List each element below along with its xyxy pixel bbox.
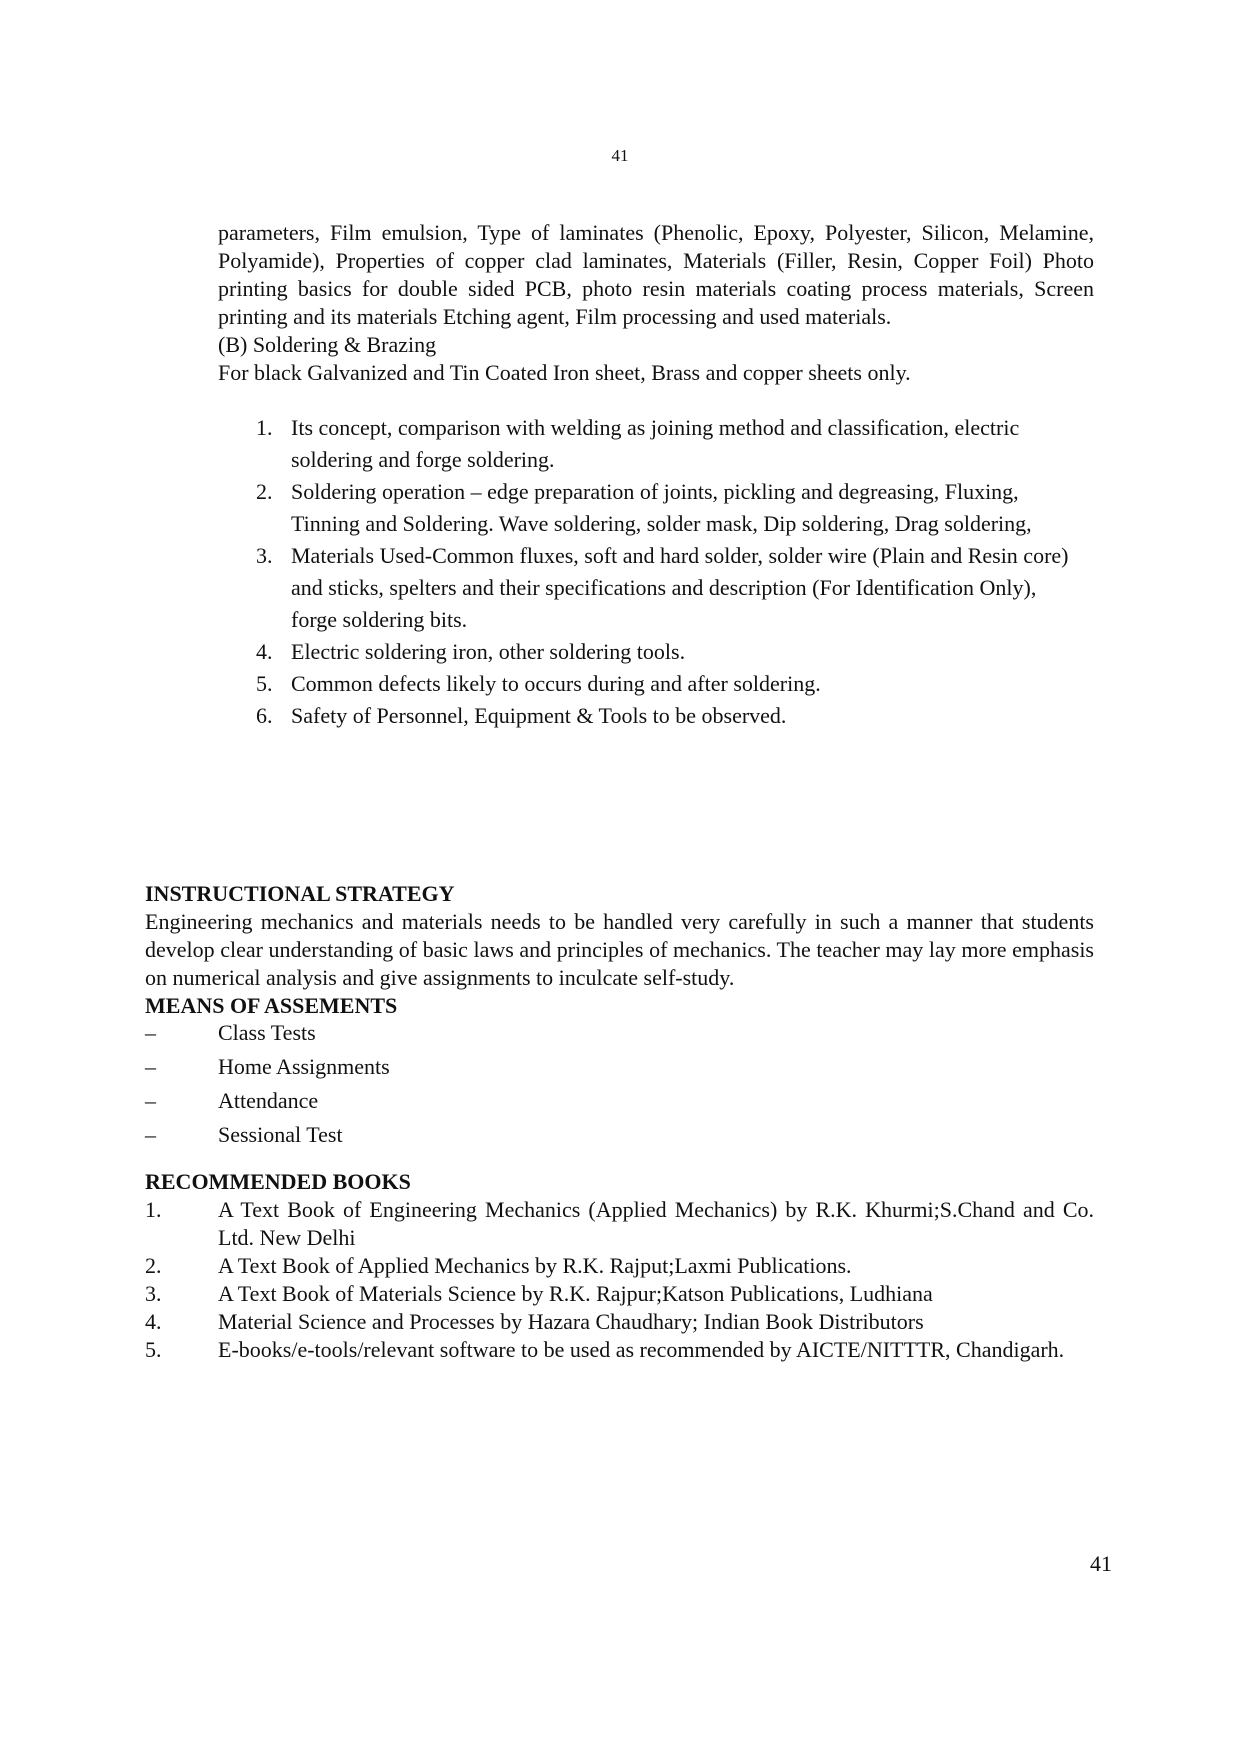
- list-text: Common defects likely to occurs during and after soldering.: [291, 671, 821, 696]
- list-text: A Text Book of Applied Mechanics by R.K. Rajput;Laxmi Publications.: [218, 1253, 852, 1278]
- list-number: 6.: [256, 703, 273, 728]
- soldering-topics-list: [256, 412, 1076, 732]
- list-item: [145, 1280, 1094, 1308]
- list-text: A Text Book of Engineering Mechanics (Applied Mechanics) by R.K. Khurmi;S.Chand and Co. Ltd. New Delhi: [218, 1197, 1094, 1250]
- list-text: Home Assignments: [218, 1054, 390, 1079]
- intro-paragraph: parameters, Film emulsion, Type of laminates (Phenolic, Epoxy, Polyester, Silicon, Melamine, Polyamide), Properties of copper clad laminates, Materials (Filler, Resin, Copper Foil) Photo printing basics for double sided PCB, photo resin materials coating process materials, Screen printing and its materials Etching agent, Film processing and used materials.: [218, 220, 1094, 329]
- list-number: 3.: [145, 1281, 162, 1306]
- list-item: [145, 1252, 1094, 1280]
- list-text: Material Science and Processes by Hazara Chaudhary; Indian Book Distributors: [218, 1309, 924, 1334]
- soldering-scope: For black Galvanized and Tin Coated Iron sheet, Brass and copper sheets only.: [218, 360, 911, 385]
- strategy-heading: INSTRUCTIONAL STRATEGY: [145, 881, 455, 906]
- books-heading: RECOMMENDED BOOKS: [145, 1169, 411, 1194]
- page-number-top: 41: [611, 146, 629, 165]
- list-text: Electric soldering iron, other soldering tools.: [291, 639, 686, 664]
- list-item: [145, 1084, 1045, 1118]
- list-number: 5.: [145, 1337, 162, 1362]
- page-number-bottom: 41: [1090, 1551, 1112, 1576]
- list-number: 2.: [145, 1253, 162, 1278]
- soldering-subheading: (B) Soldering & Brazing: [218, 332, 437, 357]
- list-number: 1.: [256, 415, 273, 440]
- assessment-heading: MEANS OF ASSEMENTS: [145, 993, 398, 1018]
- strategy-text: Engineering mechanics and materials needs to be handled very carefully in such a manner that students develop clear understanding of basic laws and principles of mechanics. The teacher may lay more emphasis on numerical analysis and give assignments to inculcate self-study.: [145, 909, 1094, 990]
- list-item: [256, 412, 1076, 476]
- list-number: 2.: [256, 479, 273, 504]
- list-number: 3.: [256, 543, 273, 568]
- list-item: [145, 1336, 1094, 1364]
- list-item: [145, 1016, 1045, 1050]
- list-text: Attendance: [218, 1088, 319, 1113]
- intro-section: [218, 219, 1094, 387]
- dash-bullet: –: [145, 1054, 156, 1079]
- list-item: [145, 1118, 1045, 1152]
- list-number: 4.: [145, 1309, 162, 1334]
- list-item: [145, 1308, 1094, 1336]
- list-text: E-books/e-tools/relevant software to be used as recommended by AICTE/NITTTR, Chandigarh.: [218, 1337, 1065, 1362]
- list-item: [256, 668, 1076, 700]
- instructional-strategy-section: [145, 880, 1094, 1020]
- list-item: [256, 700, 1076, 732]
- list-item: [256, 476, 1076, 540]
- list-number: 4.: [256, 639, 273, 664]
- dash-bullet: –: [145, 1020, 156, 1045]
- list-item: [256, 636, 1076, 668]
- list-item: [256, 540, 1076, 636]
- list-text: A Text Book of Materials Science by R.K. Rajpur;Katson Publications, Ludhiana: [218, 1281, 933, 1306]
- dash-bullet: –: [145, 1122, 156, 1147]
- list-text: Class Tests: [218, 1020, 316, 1045]
- assessment-list: [145, 1016, 1045, 1152]
- recommended-books-list: [145, 1196, 1094, 1364]
- dash-bullet: –: [145, 1088, 156, 1113]
- list-text: Its concept, comparison with welding as joining method and classification, electric soldering and forge soldering.: [291, 415, 1020, 472]
- list-text: Soldering operation – edge preparation of joints, pickling and degreasing, Fluxing, Tinning and Soldering. Wave soldering, solder mask, Dip soldering, Drag soldering,: [291, 479, 1032, 536]
- list-number: 5.: [256, 671, 273, 696]
- list-text: Sessional Test: [218, 1122, 343, 1147]
- list-text: Materials Used-Common fluxes, soft and hard solder, solder wire (Plain and Resin core) and sticks, spelters and their specifications and description (For Identification Only), forge soldering bits.: [291, 543, 1069, 632]
- list-number: 1.: [145, 1197, 162, 1222]
- list-item: [145, 1050, 1045, 1084]
- list-text: Safety of Personnel, Equipment & Tools to be observed.: [291, 703, 787, 728]
- list-item: [145, 1196, 1094, 1252]
